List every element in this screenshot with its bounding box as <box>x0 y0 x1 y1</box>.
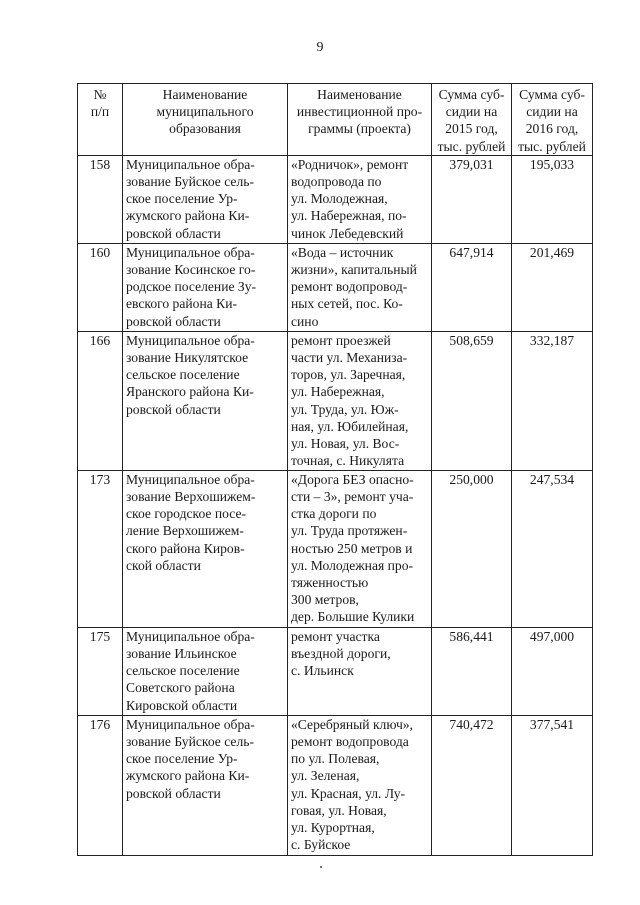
row-number: 173 <box>78 470 123 627</box>
sum-2015-cell: 586,441 <box>432 627 512 715</box>
sum-2016-cell: 195,033 <box>512 155 593 243</box>
header-municipality: Наименование муниципального образования <box>123 84 288 156</box>
sum-2016-cell: 497,000 <box>512 627 593 715</box>
table-row <box>78 155 593 243</box>
sum-2015-cell: 250,000 <box>432 470 512 627</box>
table-row <box>78 331 593 470</box>
municipality-cell: Муниципальное обра- зование Косинское го- родское поселение Зу- евского района Ки- ровской области <box>123 243 288 331</box>
scan-speck <box>320 866 322 868</box>
program-cell: ремонт проезжей части ул. Механиза- торов, ул. Заречная, ул. Набережная, ул. Труда, ул. Юж- ная, ул. Юбилейная, ул. Новая, ул. Вос- точная, с. Никулята <box>288 331 432 470</box>
header-number: № п/п <box>78 84 123 156</box>
table-row <box>78 715 593 855</box>
sum-2016-cell: 247,534 <box>512 470 593 627</box>
header-program: Наименование инвестиционной про- граммы (проекта) <box>288 84 432 156</box>
header-sum-2015: Сумма суб- сидии на 2015 год, тыс. рублей <box>432 84 512 156</box>
header-sum-2016: Сумма суб- сидии на 2016 год, тыс. рублей <box>512 84 593 156</box>
row-number: 158 <box>78 155 123 243</box>
municipality-cell: Муниципальное обра- зование Буйское сель- ское поселение Ур- жумского района Ки- ровской области <box>123 155 288 243</box>
table-row <box>78 627 593 715</box>
municipality-cell: Муниципальное обра- зование Верхошижем- ское городское посе- ление Верхошижем- ского района Киров- ской области <box>123 470 288 627</box>
program-cell: ремонт участка въездной дороги, с. Ильинск <box>288 627 432 715</box>
program-cell: «Родничок», ремонт водопровода по ул. Молодежная, ул. Набережная, по- чинок Лебедевский <box>288 155 432 243</box>
subsidy-table <box>77 83 593 856</box>
row-number: 166 <box>78 331 123 470</box>
municipality-cell: Муниципальное обра- зование Никулятское сельское поселение Яранского района Ки- ровской области <box>123 331 288 470</box>
sum-2015-cell: 379,031 <box>432 155 512 243</box>
sum-2015-cell: 740,472 <box>432 715 512 855</box>
page-number: 9 <box>316 40 324 55</box>
row-number: 176 <box>78 715 123 855</box>
row-number: 175 <box>78 627 123 715</box>
program-cell: «Вода – источник жизни», капитальный ремонт водопровод- ных сетей, пос. Ко- сино <box>288 243 432 331</box>
sum-2015-cell: 508,659 <box>432 331 512 470</box>
program-cell: «Серебряный ключ», ремонт водопровода по ул. Полевая, ул. Зеленая, ул. Красная, ул. Лу- говая, ул. Новая, ул. Курортная, с. Буйское <box>288 715 432 855</box>
municipality-cell: Муниципальное обра- зование Ильинское сельское поселение Советского района Кировской области <box>123 627 288 715</box>
row-number: 160 <box>78 243 123 331</box>
sum-2016-cell: 201,469 <box>512 243 593 331</box>
municipality-cell: Муниципальное обра- зование Буйское сель- ское поселение Ур- жумского района Ки- ровской области <box>123 715 288 855</box>
table-row <box>78 470 593 627</box>
program-cell: «Дорога БЕЗ опасно- сти – 3», ремонт уча- стка дороги по ул. Труда протяжен- ностью 250 метров и ул. Молодежная про- тяженностью 300 метров, дер. Большие Кулики <box>288 470 432 627</box>
sum-2016-cell: 332,187 <box>512 331 593 470</box>
table-row <box>78 243 593 331</box>
table-header <box>78 84 593 156</box>
sum-2015-cell: 647,914 <box>432 243 512 331</box>
sum-2016-cell: 377,541 <box>512 715 593 855</box>
